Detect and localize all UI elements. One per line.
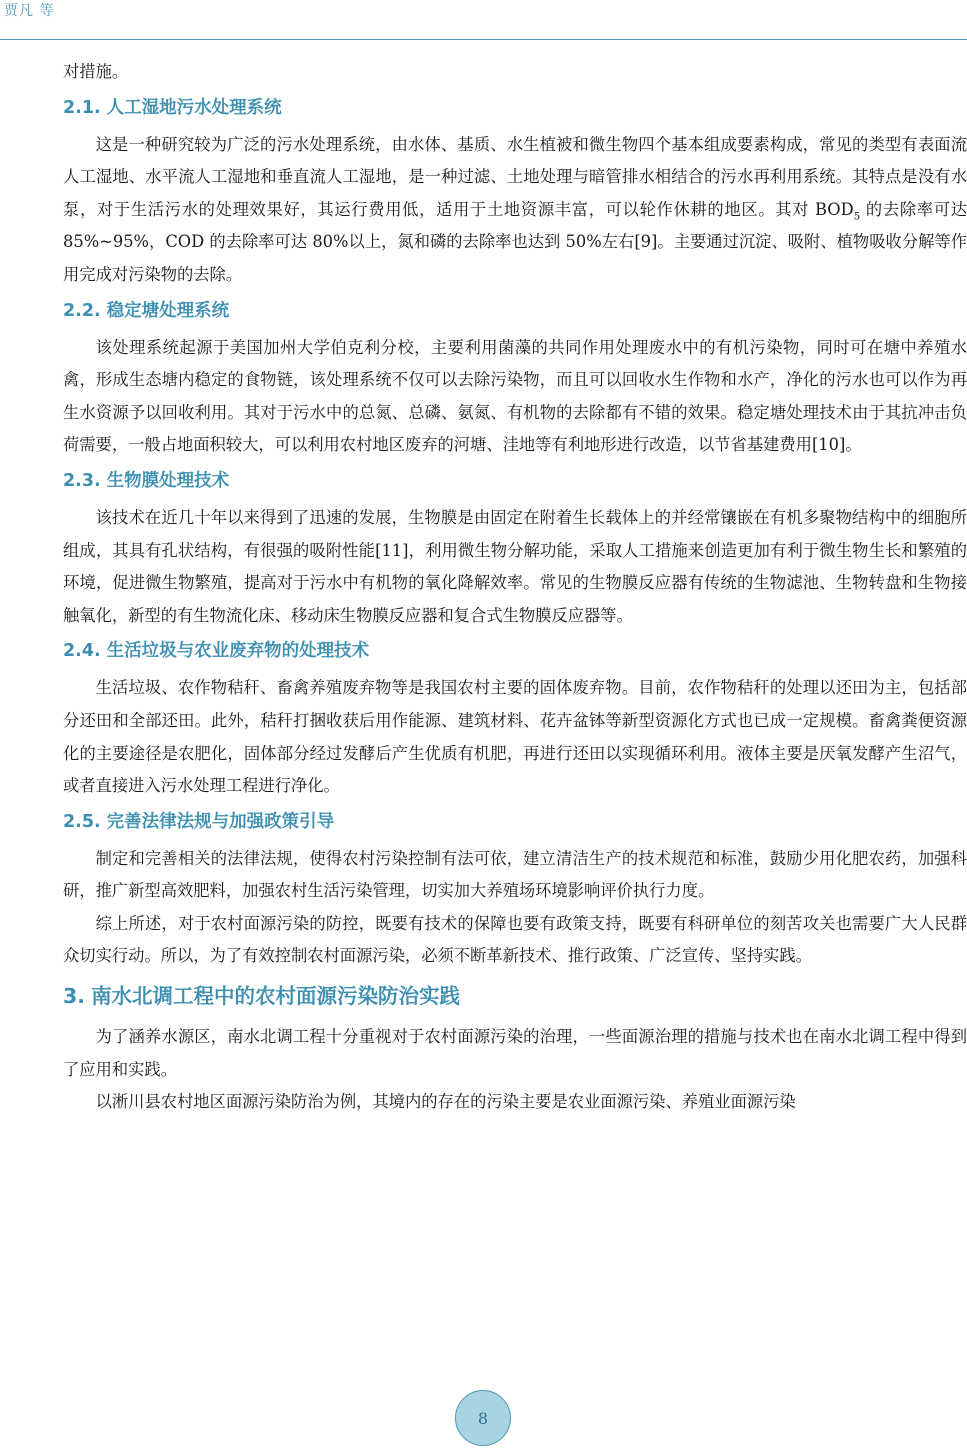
section-heading-2-1: 2.1. 人工湿地污水处理系统: [63, 97, 282, 118]
paragraph-3-a: 为了涵养水源区，南水北调工程十分重视对于农村面源污染的治理，一些面源治理的措施与技术也在南水北调工程中得到了应用和实践。: [63, 1027, 967, 1079]
paragraph-2-4: 生活垃圾、农作物秸秆、畜禽养殖废弃物等是我国农村主要的固体废弃物。目前，农作物秸秆的处理以还田为主，包括部分还田和全部还田。此外，秸秆打捆收获后用作能源、建筑材料、花卉盆钵等新型资源化方式也已成一定规模。畜禽粪便资源化的主要途径是农肥化，固体部分经过发酵后产生优质有机肥，再进行还田以实现循环利用。液体主要是厌氧发酵产生沼气，或者直接进入污水处理工程进行净化。: [63, 678, 967, 796]
header-divider: [0, 39, 967, 40]
section-heading-2-4: 2.4. 生活垃圾与农业废弃物的处理技术: [63, 641, 370, 662]
paragraph-intro-tail: 对措施。: [63, 62, 129, 81]
section-heading-2-3: 2.3. 生物膜处理技术: [63, 470, 230, 491]
paragraph-2-3: 该技术在近几十年以来得到了迅速的发展，生物膜是由固定在附着生长载体上的并经常镶嵌在有机多聚物结构中的细胞所组成，其具有孔状结构，有很强的吸附性能[11]，利用微生物分解功能，采取人工措施来创造更加有利于微生物生长和繁殖的环境，促进微生物繁殖，提高对于污水中有机物的氧化降解效率。常见的生物膜反应器有传统的生物滤池、生物转盘和生物接触氧化，新型的有生物流化床、移动床生物膜反应器和复合式生物膜反应器等。: [63, 507, 967, 625]
section-heading-2-5: 2.5. 完善法律法规与加强政策引导: [63, 811, 335, 832]
paragraph-2-2: 该处理系统起源于美国加州大学伯克利分校，主要利用菌藻的共同作用处理废水中的有机污染物，同时可在塘中养殖水禽，形成生态塘内稳定的食物链，该处理系统不仅可以去除污染物，而且可以回收水生作物和水产，净化的污水也可以作为再生水资源予以回收利用。其对于污水中的总氮、总磷、氨氮、有机物的去除都有不错的效果。稳定塘处理技术由于其抗冲击负荷需要，一般占地面积较大，可以利用农村地区废弃的河塘、洼地等有利地形进行改造，以节省基建费用[10]。: [63, 337, 967, 455]
chapter-heading-3: 3. 南水北调工程中的农村面源污染防治实践: [63, 984, 461, 1009]
section-heading-2-2: 2.2. 稳定塘处理系统: [63, 300, 230, 321]
running-header-author: 贾凡 等: [4, 3, 55, 19]
paragraph-2-5-a: 制定和完善相关的法律法规，使得农村污染控制有法可依，建立清洁生产的技术规范和标准，鼓励少用化肥农药，加强科研，推广新型高效肥料，加强农村生活污染管理，切实加大养殖场环境影响评价执行力度。: [63, 848, 967, 901]
page-number-badge: 8: [455, 1390, 511, 1446]
article-body: [63, 56, 967, 1119]
paragraph-3-b: 以淅川县农村地区面源污染防治为例，其境内的存在的污染主要是农业面源污染、养殖业面源污染: [95, 1092, 796, 1112]
paragraph-2-1: 这是一种研究较为广泛的污水处理系统，由水体、基质、水生植被和微生物四个基本组成要素构成，常见的类型有表面流人工湿地、水平流人工湿地和垂直流人工湿地，是一种过滤、土地处理与暗管排水相结合的污水再利用系统。其特点是没有水泵，对于生活污水的处理效果好，其运行费用低，适用于土地资源丰富，可以轮作休耕的地区。其对 $BOD_5$ 的去除率可达 85%~95%，COD 的去除率可达 80%以上，氮和磷的去除率也达到 50%左右[9]。主要通过沉淀、吸附、植物吸收分解等作用完成对污染物的去除。: [63, 134, 967, 284]
paragraph-2-5-b: 综上所述，对于农村面源污染的防控，既要有技术的保障也要有政策支持，既要有科研单位的刻苦攻关也需要广大人民群众切实行动。所以，为了有效控制农村面源污染，必须不断革新技术、推行政策、广泛宣传、坚持实践。: [63, 913, 967, 966]
